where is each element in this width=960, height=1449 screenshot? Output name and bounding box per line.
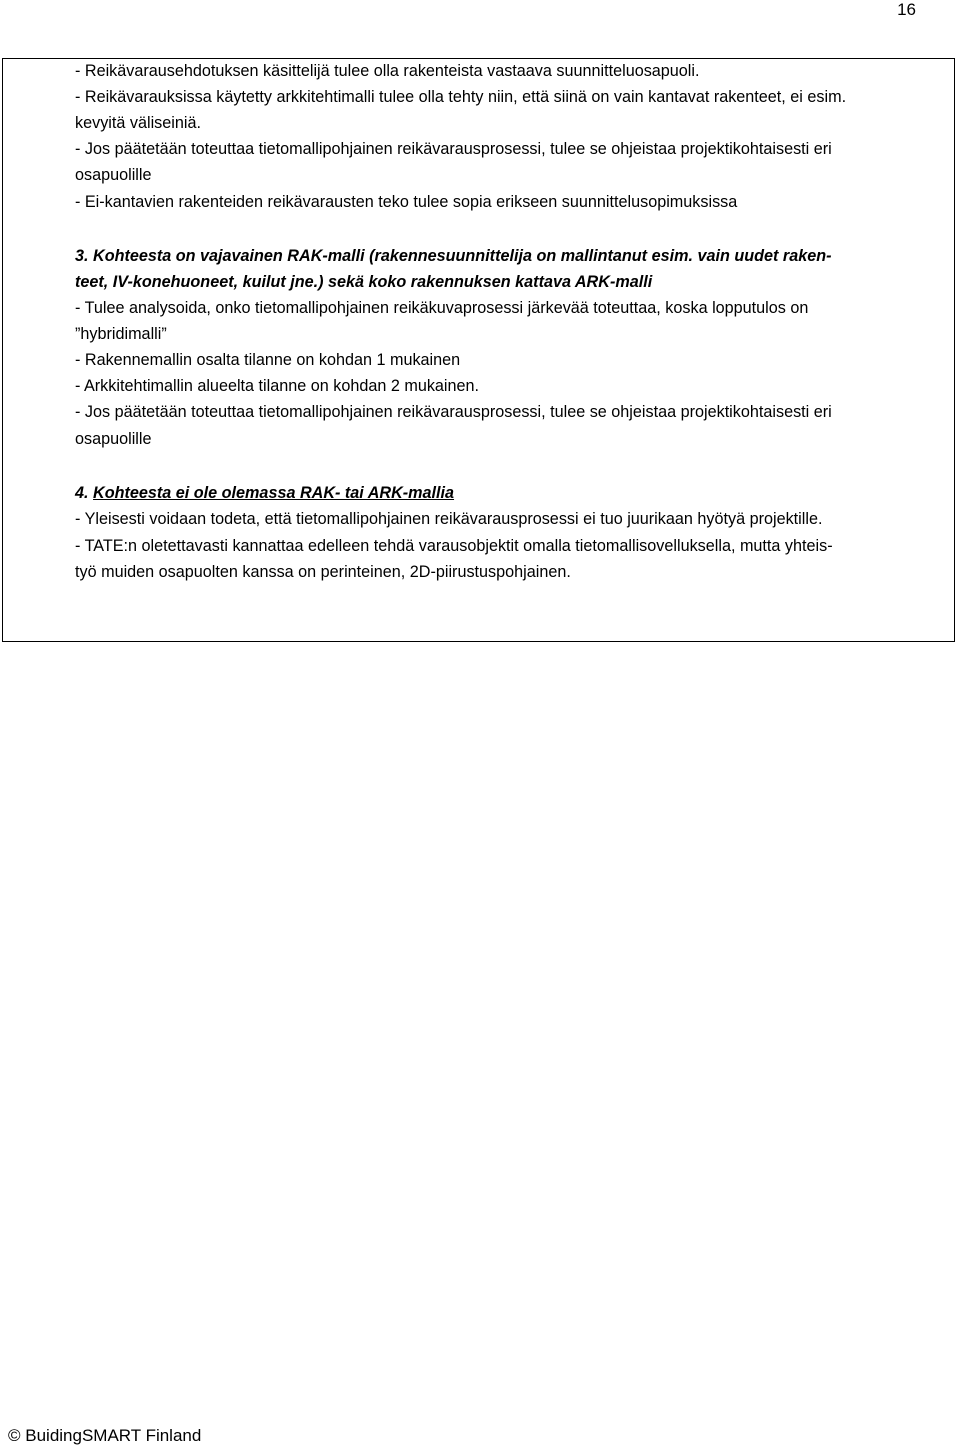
- section-3-heading-line-2: teet, IV-konehuoneet, kuilut jne.) sekä koko rakennuksen kattava ARK-malli: [75, 273, 653, 291]
- text-line: - Reikävarauksissa käytetty arkkitehtimalli tulee olla tehty niin, että siinä on vain kantavat rakenteet, ei esim.: [75, 88, 847, 106]
- text-line: - Jos päätetään toteuttaa tietomallipohjainen reikävarausprosessi, tulee se ohjeistaa projektikohtaisesti eri: [75, 403, 832, 421]
- text-line: - Jos päätetään toteuttaa tietomallipohjainen reikävarausprosessi, tulee se ohjeistaa projektikohtaisesti eri: [75, 140, 832, 158]
- section-3-heading-line-1: 3. Kohteesta on vajavainen RAK-malli (rakennesuunnittelija on mallintanut esim. vain uudet raken-: [75, 247, 832, 265]
- section-4-heading: [75, 483, 454, 503]
- text-line: - Reikävarausehdotuksen käsittelijä tulee olla rakenteista vastaava suunnitteluosapuoli.: [75, 62, 700, 80]
- text-line: - Rakennemallin osalta tilanne on kohdan 1 mukainen: [75, 351, 461, 369]
- footer-copyright: © BuidingSMART Finland: [8, 1426, 202, 1445]
- text-line: työ muiden osapuolten kanssa on perinteinen, 2D-piirustuspohjainen.: [75, 563, 571, 581]
- text-line: - Tulee analysoida, onko tietomallipohjainen reikäkuvaprosessi järkevää toteuttaa, koska lopputulos on: [75, 299, 809, 317]
- text-line: - TATE:n oletettavasti kannattaa edelleen tehdä varausobjektit omalla tietomallisovelluksella, mutta yhteis-: [75, 537, 833, 555]
- text-line: - Arkkitehtimallin alueelta tilanne on kohdan 2 mukainen.: [75, 377, 480, 395]
- section-4-number: 4.: [75, 484, 89, 502]
- text-line: osapuolille: [75, 430, 152, 448]
- text-line: osapuolille: [75, 166, 152, 184]
- page-number: 16: [897, 0, 916, 19]
- text-line: ”hybridimalli”: [75, 325, 167, 343]
- text-line: - Yleisesti voidaan todeta, että tietomallipohjainen reikävarausprosessi ei tuo juurikaan hyötyä projektille.: [75, 510, 823, 528]
- text-line: kevyitä väliseiniä.: [75, 114, 201, 132]
- text-line: - Ei-kantavien rakenteiden reikävarausten teko tulee sopia erikseen suunnittelusopimuksissa: [75, 193, 738, 211]
- section-4-title: Kohteesta ei ole olemassa RAK- tai ARK-mallia: [93, 484, 455, 502]
